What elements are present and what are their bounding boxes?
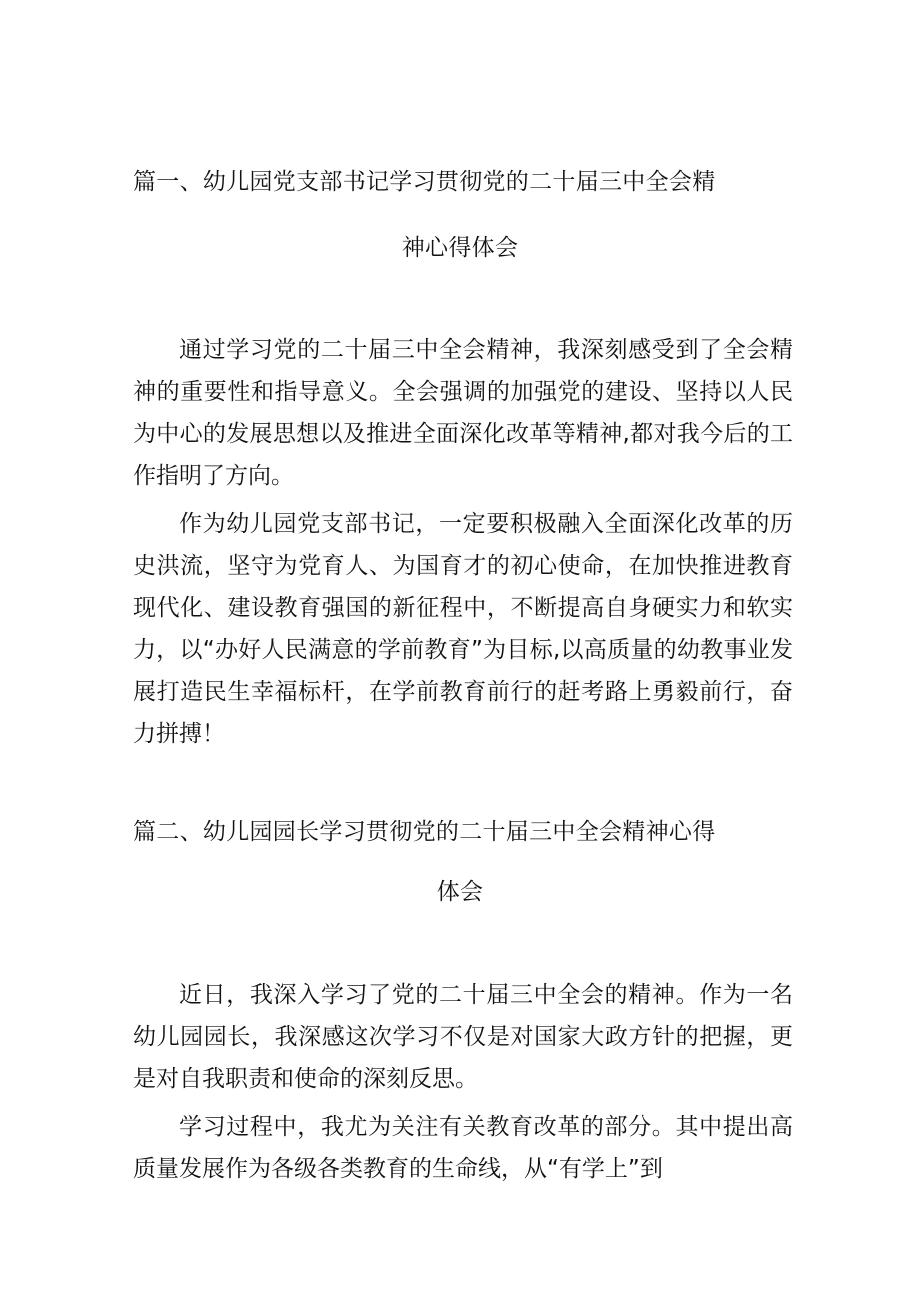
section1-paragraph-2: 作为幼儿园党支部书记，一定要积极融入全面深化改革的历史洪流，坚守为党育人、为国育才的初心使命，在加快推进教育现代化、建设教育强国的新征程中，不断提高自身硬实力和软实力，以“办好人民满意的学前教育”为目标,以高质量的幼教事业发展打造民生幸福标杆，在学前教育前行的赶考路上勇毅前行，奋力拼搏！ <box>133 511 793 747</box>
section2-paragraph-2: 学习过程中，我尤为关注有关教育改革的部分。其中提出高质量发展作为各级各类教育的生命线，从“有学上”到 <box>133 1114 793 1182</box>
section1-title-line2: 神心得体会 <box>401 235 519 261</box>
section2-title-line1: 篇二、幼儿园园长学习贯彻党的二十届三中全会精神心得 <box>133 819 716 845</box>
section2-paragraph-1: 近日，我深入学习了党的二十届三中全会的精神。作为一名幼儿园园长，我深感这次学习不仅是对国家大政方针的把握，更是对自我职责和使命的深刻反思。 <box>133 982 793 1092</box>
section1-paragraph-1: 通过学习党的二十届三中全会精神，我深刻感受到了全会精神的重要性和指导意义。全会强调的加强党的建设、坚持以人民为中心的发展思想以及推进全面深化改革等精神,都对我今后的工作指明了方向。 <box>133 337 793 489</box>
section2-title-line2: 体会 <box>436 879 484 905</box>
section1-title-line1: 篇一、幼儿园党支部书记学习贯彻党的二十届三中全会精 <box>133 169 716 195</box>
